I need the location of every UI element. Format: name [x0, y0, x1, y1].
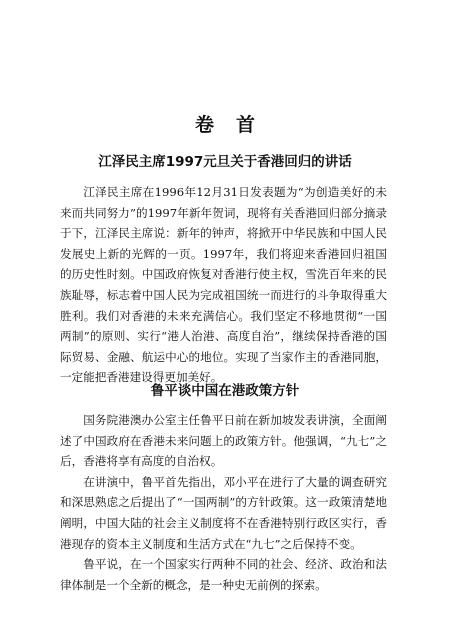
section-2-paragraph-3: 鲁平说，在一个国家实行两种不同的社会、经济、政治和法律体制是一个全新的概念，是一种史无前例的探索。 — [60, 557, 387, 592]
section-1-title: 江泽民主席1997元旦关于香港回归的讲话 — [98, 154, 352, 170]
section-2-paragraph-1: 国务院港澳办公室主任鲁平日前在新加坡发表讲演，全面阐述了中国政府在香港未来问题上的政策方针。他强调，“九七”之后，香港将享有高度的自治权。 — [60, 413, 387, 469]
section-2-body — [60, 410, 387, 595]
section-1-body — [60, 182, 387, 388]
section-1-paragraph-1: 江泽民主席在1996年12月31日发表题为“为创造美好的未来而共同努力”的1997年新年贺词，现将有关香港回归部分摘录于下，江泽民主席说：新年的钟声，将掀开中华民族和中国人民发展史上新的光辉的一页。1997年，我们将迎来香港回归祖国的历史性时刻。中国政府恢复对香港行使主权，雪洗百年来的民族耻辱，标志着中国人民为完成祖国统一而进行的斗争取得重大胜利。我们对香港的未来充满信心。我们坚定不移地贯彻“一国两制”的原则、实行“港人治港、高度自治”，继续保持香港的国际贸易、金融、航运中心的地位。实现了当家作主的香港同胞，一定能把香港建设得更加美好。 — [60, 185, 387, 385]
section-2-title: 鲁平谈中国在港政策方针 — [150, 383, 300, 399]
section-2-paragraph-2: 在讲演中，鲁平首先指出，邓小平在进行了大量的调查研究和深思熟虑之后提出了“一国两制”的方针政策。这一政策清楚地阐明，中国大陆的社会主义制度将不在香港特别行政区实行，香港现存的资本主义制度和生活方式在“九七”之后保持不变。 — [60, 474, 387, 551]
chapter-title: 卷首 — [194, 114, 277, 136]
